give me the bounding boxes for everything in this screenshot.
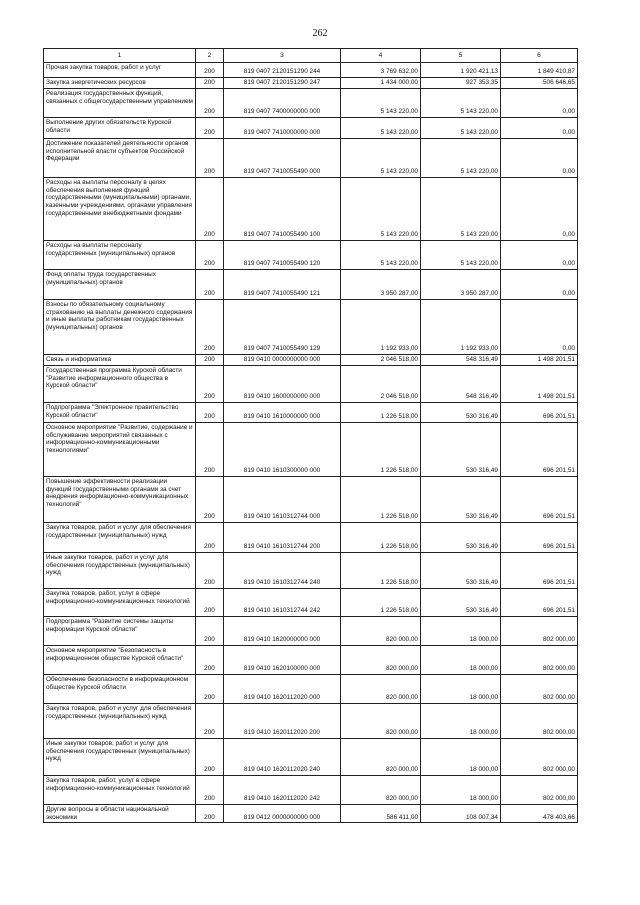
row-name-cell: Другие вопросы в области национальной экономики — [44, 805, 196, 823]
row-name-cell: Прочая закупка товаров, работ и услуг — [44, 63, 196, 78]
row-executed-cell: 18 000,00 — [421, 704, 501, 739]
row-executed-cell: 5 143 220,00 — [421, 89, 501, 118]
row-executed-cell: 927 353,35 — [421, 78, 501, 89]
row-approved-cell: 820 000,00 — [341, 675, 421, 704]
row-budget-code-cell: 819 0410 1610312744 240 — [224, 553, 341, 589]
row-name-cell: Взносы по обязательному социальному страхованию на выплаты денежного содержания и иные выплаты работникам государственных (муниципальных) органов — [44, 300, 196, 355]
row-line-code-cell: 200 — [196, 589, 224, 617]
table-row — [44, 118, 578, 139]
row-approved-cell: 5 143 220,00 — [341, 139, 421, 178]
row-budget-code-cell: 819 0407 7410055490 000 — [224, 139, 341, 178]
row-name-cell: Фонд оплаты труда государственных (муниципальных) органов — [44, 270, 196, 300]
row-approved-cell: 820 000,00 — [341, 776, 421, 805]
table-row — [44, 241, 578, 270]
row-approved-cell: 5 143 220,00 — [341, 178, 421, 241]
row-budget-code-cell: 819 0412 0000000000 000 — [224, 805, 341, 823]
row-name-cell: Основное мероприятие "Развитие, содержание и обслуживание мероприятий связанных с информационно-коммуникационными технологиями" — [44, 423, 196, 477]
row-line-code-cell: 200 — [196, 617, 224, 646]
row-name-cell: Государственная программа Курской области "Развитие информационного общества в Курской области" — [44, 366, 196, 403]
table-row — [44, 366, 578, 403]
row-approved-cell: 820 000,00 — [341, 646, 421, 675]
column-header: 5 — [421, 49, 501, 63]
header-row — [44, 49, 578, 63]
table-row — [44, 739, 578, 776]
row-name-cell: Закупка товаров, работ, услуг в сфере информационно-коммуникационных технологий — [44, 589, 196, 617]
row-budget-code-cell: 819 0410 1610312744 000 — [224, 477, 341, 523]
row-approved-cell: 2 046 518,00 — [341, 355, 421, 366]
row-budget-code-cell: 819 0410 1620112020 240 — [224, 739, 341, 776]
row-line-code-cell: 200 — [196, 78, 224, 89]
row-name-cell: Расходы на выплаты персоналу государственных (муниципальных) органов — [44, 241, 196, 270]
row-remainder-cell: 0,00 — [501, 118, 578, 139]
row-approved-cell: 1 226 518,00 — [341, 423, 421, 477]
row-name-cell: Повышение эффективности реализации функций государственными органами за счет внедрения информационно-коммуникационных технологий" — [44, 477, 196, 523]
row-budget-code-cell: 819 0410 1610312744 200 — [224, 523, 341, 553]
row-executed-cell: 1 920 421,13 — [421, 63, 501, 78]
table-row — [44, 776, 578, 805]
row-remainder-cell: 1 849 410,87 — [501, 63, 578, 78]
table-row — [44, 617, 578, 646]
column-header: 6 — [501, 49, 578, 63]
row-remainder-cell: 802 000,00 — [501, 646, 578, 675]
row-remainder-cell: 802 000,00 — [501, 739, 578, 776]
row-line-code-cell: 200 — [196, 63, 224, 78]
row-line-code-cell: 200 — [196, 270, 224, 300]
table-row — [44, 523, 578, 553]
row-name-cell: Достижение показателей деятельности органов исполнительной власти субъектов Российской Федерации — [44, 139, 196, 178]
row-name-cell: Выполнение других обязательств Курской области — [44, 118, 196, 139]
row-line-code-cell: 200 — [196, 776, 224, 805]
table-row — [44, 300, 578, 355]
row-approved-cell: 3 950 287,00 — [341, 270, 421, 300]
budget-table — [43, 48, 578, 823]
row-line-code-cell: 200 — [196, 477, 224, 523]
row-budget-code-cell: 819 0410 1620112020 000 — [224, 675, 341, 704]
row-approved-cell: 586 411,00 — [341, 805, 421, 823]
row-approved-cell: 1 226 518,00 — [341, 523, 421, 553]
row-budget-code-cell: 819 0410 1620000000 000 — [224, 617, 341, 646]
row-approved-cell: 5 143 220,00 — [341, 241, 421, 270]
column-header: 1 — [44, 49, 196, 63]
row-executed-cell: 18 000,00 — [421, 675, 501, 704]
row-remainder-cell: 802 000,00 — [501, 617, 578, 646]
row-line-code-cell: 200 — [196, 704, 224, 739]
row-line-code-cell: 200 — [196, 739, 224, 776]
row-line-code-cell: 200 — [196, 89, 224, 118]
row-line-code-cell: 200 — [196, 139, 224, 178]
row-budget-code-cell: 819 0407 7410055490 129 — [224, 300, 341, 355]
row-remainder-cell: 1 498 201,51 — [501, 366, 578, 403]
table-row — [44, 589, 578, 617]
row-name-cell: Подпрограмма "Развитие системы защиты информации Курской области" — [44, 617, 196, 646]
row-line-code-cell: 200 — [196, 553, 224, 589]
column-header: 4 — [341, 49, 421, 63]
row-executed-cell: 530 316,49 — [421, 589, 501, 617]
row-budget-code-cell: 819 0410 1600000000 000 — [224, 366, 341, 403]
row-name-cell: Закупка энергетических ресурсов — [44, 78, 196, 89]
row-budget-code-cell: 819 0407 2120151290 244 — [224, 63, 341, 78]
row-remainder-cell: 506 646,65 — [501, 78, 578, 89]
row-line-code-cell: 200 — [196, 805, 224, 823]
row-budget-code-cell: 819 0407 7400000000 000 — [224, 89, 341, 118]
row-line-code-cell: 200 — [196, 355, 224, 366]
row-executed-cell: 18 000,00 — [421, 617, 501, 646]
row-approved-cell: 1 226 518,00 — [341, 477, 421, 523]
row-budget-code-cell: 819 0407 7410055490 120 — [224, 241, 341, 270]
row-executed-cell: 530 316,49 — [421, 477, 501, 523]
row-line-code-cell: 200 — [196, 423, 224, 477]
page-number: 262 — [312, 28, 328, 39]
row-line-code-cell: 200 — [196, 118, 224, 139]
row-remainder-cell: 1 498 201,51 — [501, 355, 578, 366]
row-budget-code-cell: 819 0410 0000000000 000 — [224, 355, 341, 366]
row-approved-cell: 1 192 933,00 — [341, 300, 421, 355]
row-remainder-cell: 0,00 — [501, 241, 578, 270]
table-row — [44, 675, 578, 704]
row-remainder-cell: 0,00 — [501, 139, 578, 178]
row-executed-cell: 548 316,49 — [421, 355, 501, 366]
table-row — [44, 89, 578, 118]
row-executed-cell: 18 000,00 — [421, 646, 501, 675]
row-budget-code-cell: 819 0410 1610312744 242 — [224, 589, 341, 617]
row-remainder-cell: 0,00 — [501, 89, 578, 118]
row-name-cell: Закупка товаров, работ и услуг для обеспечения государственных (муниципальных) нужд — [44, 523, 196, 553]
row-executed-cell: 3 950 287,00 — [421, 270, 501, 300]
table-row — [44, 704, 578, 739]
row-budget-code-cell: 819 0407 7410055490 121 — [224, 270, 341, 300]
row-executed-cell: 530 316,49 — [421, 553, 501, 589]
row-budget-code-cell: 819 0407 7410055490 100 — [224, 178, 341, 241]
row-executed-cell: 1 192 933,00 — [421, 300, 501, 355]
row-line-code-cell: 200 — [196, 523, 224, 553]
row-name-cell: Реализация государственных функций, связанных с общегосударственным управлением — [44, 89, 196, 118]
row-executed-cell: 5 143 220,00 — [421, 139, 501, 178]
table-row — [44, 805, 578, 823]
row-name-cell: Подпрограмма "Электронное правительство Курской области" — [44, 403, 196, 423]
row-remainder-cell: 696 201,51 — [501, 477, 578, 523]
table-row — [44, 139, 578, 178]
row-line-code-cell: 200 — [196, 300, 224, 355]
row-remainder-cell: 0,00 — [501, 270, 578, 300]
row-line-code-cell: 200 — [196, 178, 224, 241]
row-executed-cell: 530 316,49 — [421, 423, 501, 477]
row-approved-cell: 1 226 518,00 — [341, 403, 421, 423]
row-executed-cell: 530 316,49 — [421, 403, 501, 423]
row-name-cell: Связь и информатика — [44, 355, 196, 366]
row-executed-cell: 5 143 220,00 — [421, 178, 501, 241]
table-row — [44, 423, 578, 477]
table-row — [44, 78, 578, 89]
row-remainder-cell: 802 000,00 — [501, 776, 578, 805]
table-row — [44, 270, 578, 300]
row-line-code-cell: 200 — [196, 241, 224, 270]
row-approved-cell: 5 143 220,00 — [341, 89, 421, 118]
row-name-cell: Расходы на выплаты персоналу в целях обеспечения выполнения функций государственными (муниципальными) органами, казенными учреждениями, органами управления государственными внебюджетными фондами — [44, 178, 196, 241]
row-budget-code-cell: 819 0410 1610300000 000 — [224, 423, 341, 477]
row-remainder-cell: 696 201,51 — [501, 589, 578, 617]
row-name-cell: Закупка товаров, работ, услуг в сфере информационно-коммуникационных технологий — [44, 776, 196, 805]
row-remainder-cell: 802 000,00 — [501, 675, 578, 704]
row-approved-cell: 820 000,00 — [341, 617, 421, 646]
row-approved-cell: 820 000,00 — [341, 704, 421, 739]
table-row — [44, 477, 578, 523]
row-approved-cell: 1 226 518,00 — [341, 589, 421, 617]
row-name-cell: Закупка товаров, работ и услуг для обеспечения государственных (муниципальных) нужд — [44, 704, 196, 739]
row-approved-cell: 1 226 518,00 — [341, 553, 421, 589]
column-header: 2 — [196, 49, 224, 63]
row-executed-cell: 5 143 220,00 — [421, 241, 501, 270]
row-budget-code-cell: 819 0410 1620100000 000 — [224, 646, 341, 675]
row-executed-cell: 548 316,49 — [421, 366, 501, 403]
table-row — [44, 63, 578, 78]
row-remainder-cell: 696 201,51 — [501, 423, 578, 477]
row-approved-cell: 3 769 632,00 — [341, 63, 421, 78]
row-approved-cell: 5 143 220,00 — [341, 118, 421, 139]
row-executed-cell: 5 143 220,00 — [421, 118, 501, 139]
row-remainder-cell: 478 403,66 — [501, 805, 578, 823]
row-name-cell: Обеспечение безопасности в информационном обществе Курской области — [44, 675, 196, 704]
row-name-cell: Основное мероприятие "Безопасность в информационном обществе Курской области" — [44, 646, 196, 675]
row-line-code-cell: 200 — [196, 366, 224, 403]
row-remainder-cell: 696 201,51 — [501, 523, 578, 553]
row-remainder-cell: 802 000,00 — [501, 704, 578, 739]
row-line-code-cell: 200 — [196, 675, 224, 704]
row-name-cell: Иные закупки товаров, работ и услуг для обеспечения государственных (муниципальных) нужд — [44, 739, 196, 776]
column-header: 3 — [224, 49, 341, 63]
table-row — [44, 178, 578, 241]
row-executed-cell: 18 000,00 — [421, 776, 501, 805]
table-row — [44, 403, 578, 423]
table-row — [44, 355, 578, 366]
row-budget-code-cell: 819 0410 1610000000 000 — [224, 403, 341, 423]
row-name-cell: Иные закупки товаров, работ и услуг для обеспечения государственных (муниципальных) нужд — [44, 553, 196, 589]
row-approved-cell: 2 046 518,00 — [341, 366, 421, 403]
row-remainder-cell: 696 201,51 — [501, 553, 578, 589]
row-budget-code-cell: 819 0410 1620112020 242 — [224, 776, 341, 805]
row-executed-cell: 108 007,34 — [421, 805, 501, 823]
row-budget-code-cell: 819 0410 1620112020 200 — [224, 704, 341, 739]
row-executed-cell: 18 000,00 — [421, 739, 501, 776]
table-row — [44, 553, 578, 589]
row-budget-code-cell: 819 0407 7410000000 000 — [224, 118, 341, 139]
row-remainder-cell: 0,00 — [501, 178, 578, 241]
row-line-code-cell: 200 — [196, 403, 224, 423]
row-approved-cell: 1 434 000,00 — [341, 78, 421, 89]
table-row — [44, 646, 578, 675]
row-executed-cell: 530 316,49 — [421, 523, 501, 553]
row-remainder-cell: 696 201,51 — [501, 403, 578, 423]
row-approved-cell: 820 000,00 — [341, 739, 421, 776]
row-remainder-cell: 0,00 — [501, 300, 578, 355]
row-line-code-cell: 200 — [196, 646, 224, 675]
row-budget-code-cell: 819 0407 2120151290 247 — [224, 78, 341, 89]
